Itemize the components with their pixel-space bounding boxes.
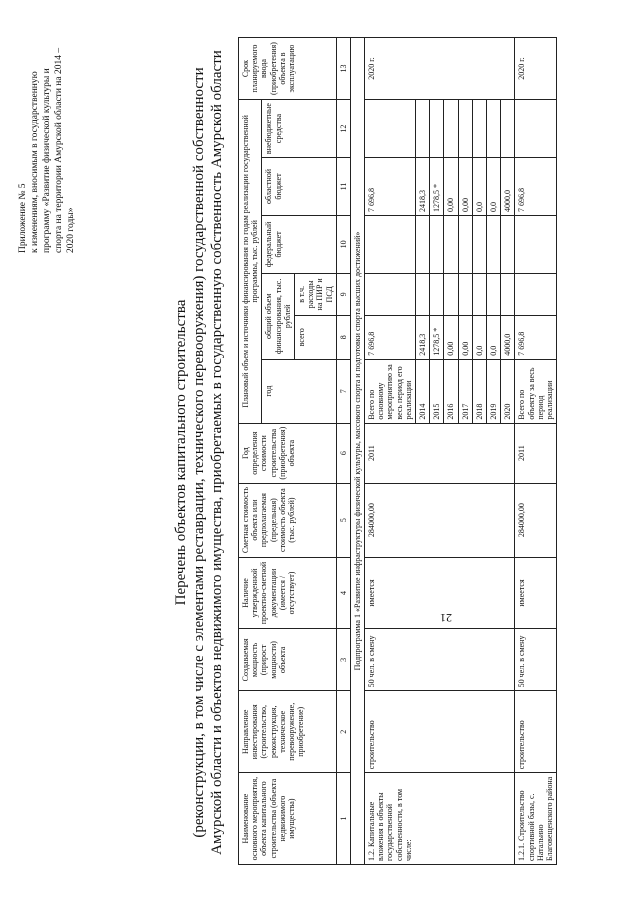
cell-year: 2016: [444, 359, 458, 423]
column-numbers-row: [336, 38, 350, 865]
cell-total: 0,00: [444, 315, 458, 359]
col-number: 7: [336, 359, 350, 423]
header-name: Наименование основного мероприятия, объекта капитального строительства (объекта недвижимого имущества): [239, 773, 337, 865]
cell-extra: [472, 100, 486, 158]
cell-extra: [444, 100, 458, 158]
cell-regional: 7 696,8: [515, 158, 557, 216]
row-psd: имеется: [515, 557, 557, 629]
col-number: 3: [336, 629, 350, 691]
cell-total: 0,0: [486, 315, 500, 359]
cell-federal: [501, 215, 515, 273]
cell-federal: [365, 215, 416, 273]
row-direction: строительство: [365, 691, 515, 773]
col-number: 12: [336, 100, 350, 158]
header-cost: Сметная стоимость объекта или предполагаемая (предельная) стоимость объекта (тыс. рублей): [239, 483, 337, 557]
cell-pir: [501, 273, 515, 315]
col-number: 1: [336, 773, 350, 865]
row-capacity: 50 чел. в смену: [515, 629, 557, 691]
cell-year: 2014: [416, 359, 430, 423]
cell-year: 2015: [430, 359, 444, 423]
cell-extra: [486, 100, 500, 158]
cell-year: Всего по основному мероприятию за весь период его реализации: [365, 359, 416, 423]
cell-pir: [472, 273, 486, 315]
row-term: 2020 г.: [365, 38, 515, 100]
table-row: [515, 38, 557, 865]
header-year: год: [262, 359, 336, 423]
cell-regional: 0,00: [458, 158, 472, 216]
row-cost: 284000,00: [515, 483, 557, 557]
cell-pir: [430, 273, 444, 315]
cell-regional: 0,0: [472, 158, 486, 216]
col-number: 4: [336, 557, 350, 629]
header-pir: в т.ч. расходы на ПИР и ПСД: [294, 273, 336, 315]
col-number: 6: [336, 423, 350, 483]
cell-total: 0,0: [472, 315, 486, 359]
cell-total: 7 696,8: [365, 315, 416, 359]
header-capacity: Создаваемая мощность (прирост мощности) объекта: [239, 629, 337, 691]
row-cost: 284000,00: [365, 483, 515, 557]
cell-regional: 7 696,8: [365, 158, 416, 216]
cell-extra: [430, 100, 444, 158]
header-cost-year: Год определения стоимости строительства (приобретения) объекта: [239, 423, 337, 483]
heading-line-3: Амурской области и объектов недвижимого имущества, приобретаемых в государственную собственность Амурской области: [209, 50, 225, 855]
header-total-volume: общий объем финансирования, тыс. рублей: [262, 273, 295, 359]
col-number: 5: [336, 483, 350, 557]
heading-line-2: (реконструкции, в том числе с элементами реставрации, технического перевооружения) государственной собственности: [191, 67, 207, 838]
cell-year: 2017: [458, 359, 472, 423]
header-psd: Наличие утвержденной проектно-сметной документации (имеется / отсутствует): [239, 557, 337, 629]
header-regional: областной бюджет: [262, 158, 336, 216]
col-number: 9: [336, 273, 350, 315]
cell-regional: 0,00: [444, 158, 458, 216]
header-term: Срок планируемого ввода (приобретения) объекта в эксплуатацию: [239, 38, 337, 100]
cell-federal: [416, 215, 430, 273]
row-term: 2020 г.: [515, 38, 557, 100]
cell-total: 0,00: [458, 315, 472, 359]
cell-pir: [515, 273, 557, 315]
cell-pir: [458, 273, 472, 315]
table-row: [365, 38, 416, 865]
document-heading: [172, 40, 226, 865]
header-direction: Направление инвестирования (строительство, реконструкция, техническое перевооружение, приобретение): [239, 691, 337, 773]
cell-total: 7 696,8: [515, 315, 557, 359]
cell-federal: [472, 215, 486, 273]
cell-regional: 4000,0: [501, 158, 515, 216]
cell-federal: [515, 215, 557, 273]
cell-federal: [458, 215, 472, 273]
header-financing: Плановый объем и источники финансирования по годам реализации государственной программы, тыс. рублей: [239, 100, 262, 424]
cell-total: 2418,3: [416, 315, 430, 359]
cell-regional: 2418,3: [416, 158, 430, 216]
objects-table: [238, 37, 557, 865]
header-total: всего: [294, 315, 336, 359]
cell-pir: [444, 273, 458, 315]
page-number: 21: [440, 611, 452, 625]
cell-regional: 0,0: [486, 158, 500, 216]
cell-federal: [430, 215, 444, 273]
col-number: 11: [336, 158, 350, 216]
cell-total: 4000,0: [501, 315, 515, 359]
cell-pir: [416, 273, 430, 315]
cell-year: 2020: [501, 359, 515, 423]
cell-pir: [365, 273, 416, 315]
row-psd: имеется: [365, 557, 515, 629]
row-capacity: 50 чел. в смену: [365, 629, 515, 691]
row-name: 1.2. Капитальные вложения в объекты государственной собственности, в том числе:: [365, 773, 515, 865]
cell-year: 2019: [486, 359, 500, 423]
appendix-title: Приложение № 5: [18, 183, 28, 253]
row-name: 1.2.1. Строительство спортивной базы, с. Натальино Благовещенского района: [515, 773, 557, 865]
header-extra: внебюджетные средства: [262, 100, 336, 158]
cell-extra: [365, 100, 416, 158]
cell-extra: [458, 100, 472, 158]
col-number: 13: [336, 38, 350, 100]
appendix-text: к изменениям, вносимым в государственную программу «Развитие физической культуры и спорта на территории Амурской области на 2014 – 2020 годы»: [29, 47, 76, 253]
cell-regional: 1278,5 *: [430, 158, 444, 216]
heading-line-1: Перечень объектов капитального строительства: [173, 299, 189, 606]
cell-federal: [486, 215, 500, 273]
cell-federal: [444, 215, 458, 273]
cell-extra: [416, 100, 430, 158]
cell-total: 1278,5 *: [430, 315, 444, 359]
appendix-note: [18, 43, 77, 253]
cell-year: 2018: [472, 359, 486, 423]
subprogram-row: Подпрограмма 1 «Развитие инфраструктуры физической культуры, массового спорта и подготовки спорта высших достижений»: [350, 38, 364, 865]
col-number: 2: [336, 691, 350, 773]
col-number: 10: [336, 215, 350, 273]
row-cost-year: 2011: [365, 423, 515, 483]
cell-extra: [501, 100, 515, 158]
row-cost-year: 2011: [515, 423, 557, 483]
cell-year: Всего по объекту за весь период реализации: [515, 359, 557, 423]
cell-pir: [486, 273, 500, 315]
header-federal: федеральный бюджет: [262, 215, 336, 273]
col-number: 8: [336, 315, 350, 359]
row-direction: строительство: [515, 691, 557, 773]
cell-extra: [515, 100, 557, 158]
